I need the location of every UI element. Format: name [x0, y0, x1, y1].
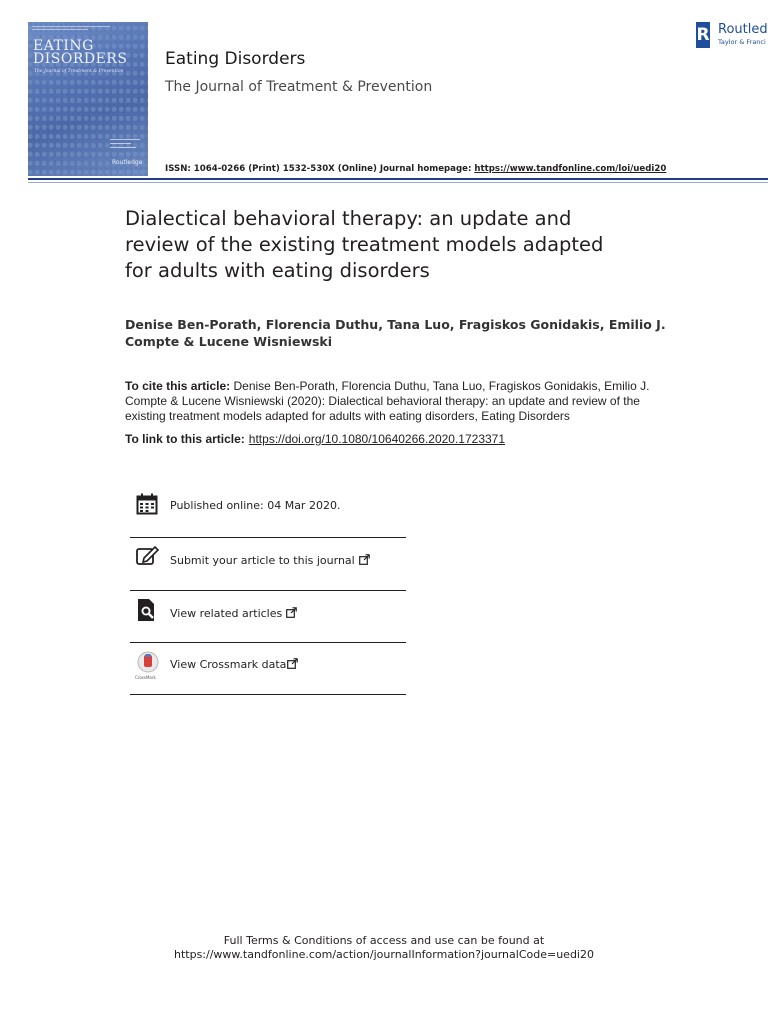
article-title-line: for adults with eating disorders: [125, 259, 430, 282]
doi-link[interactable]: https://doi.org/10.1080/10640266.2020.1723371: [248, 432, 506, 446]
related-articles-link[interactable]: [170, 607, 297, 621]
article-title: [125, 206, 725, 284]
publisher-subtitle: Taylor & Franci: [718, 38, 766, 46]
authors-line: Denise Ben-Porath, Florencia Duthu, Tana Luo, Fragiskos Gonidakis, Emilio J.: [125, 317, 666, 332]
citation-text: Compte & Lucene Wisniewski (2020): Dialectical behavioral therapy: an update and review of the: [125, 394, 640, 408]
issn-text: ISSN: 1064-0266 (Print) 1532-530X (Online) Journal homepage:: [165, 164, 475, 174]
publisher-name: Routled: [718, 22, 768, 37]
journal-name: Eating Disorders: [165, 49, 306, 69]
cover-publisher-mark: Routledge: [112, 159, 143, 166]
article-link-row: [125, 432, 705, 447]
cover-title-line2: DISORDERS: [33, 51, 128, 67]
footer: [0, 934, 768, 962]
divider: [130, 590, 406, 591]
cover-volume-lines: [110, 139, 140, 151]
cover-title: [33, 40, 145, 66]
calendar-icon: [136, 493, 158, 515]
divider: [130, 537, 406, 538]
cover-header-lines: [32, 26, 144, 36]
publisher-logo: [694, 22, 768, 52]
footer-link[interactable]: https://www.tandfonline.com/action/journalInformation?journalCode=uedi20: [174, 948, 594, 961]
journal-cover-image: [28, 22, 148, 176]
cover-title-line1: EATING: [33, 38, 94, 54]
external-link-icon: [359, 554, 370, 568]
divider: [130, 642, 406, 643]
article-title-line: review of the existing treatment models adapted: [125, 233, 604, 256]
external-link-icon: [286, 607, 297, 621]
link-label: To link to this article:: [125, 432, 245, 446]
crossmark-link[interactable]: [170, 658, 298, 672]
journal-subtitle: The Journal of Treatment & Prevention: [165, 79, 433, 95]
divider: [130, 694, 406, 695]
published-label: Published online: 04 Mar 2020.: [170, 499, 341, 512]
external-link-icon: [287, 658, 298, 672]
header-divider: [28, 178, 768, 180]
citation-block: [125, 379, 705, 424]
citation-text: existing treatment models adapted for adults with eating disorders, Eating Disorders: [125, 409, 570, 423]
issn-line: [165, 164, 666, 174]
footer-text: Full Terms & Conditions of access and use can be found at: [223, 934, 545, 947]
crossmark-badge-text: CrossMark: [135, 675, 156, 680]
authors: [125, 316, 705, 350]
document-search-icon: [136, 598, 158, 620]
edit-icon: [136, 545, 158, 567]
article-title-line: Dialectical behavioral therapy: an update and: [125, 207, 572, 230]
related-articles-label: View related articles: [170, 607, 283, 620]
citation-label: To cite this article:: [125, 379, 231, 393]
submit-article-link[interactable]: [170, 554, 370, 568]
header-divider-thin: [28, 182, 768, 183]
crossmark-label: View Crossmark data: [170, 658, 287, 671]
authors-line: Compte & Lucene Wisniewski: [125, 334, 333, 349]
cover-subtitle: The Journal of Treatment & Prevention: [34, 69, 124, 74]
journal-homepage-link[interactable]: https://www.tandfonline.com/loi/uedi20: [474, 164, 667, 174]
citation-text: Denise Ben-Porath, Florencia Duthu, Tana Luo, Fragiskos Gonidakis, Emilio J.: [230, 379, 650, 393]
submit-article-label: Submit your article to this journal: [170, 554, 355, 567]
publisher-r-icon: R: [696, 22, 710, 48]
